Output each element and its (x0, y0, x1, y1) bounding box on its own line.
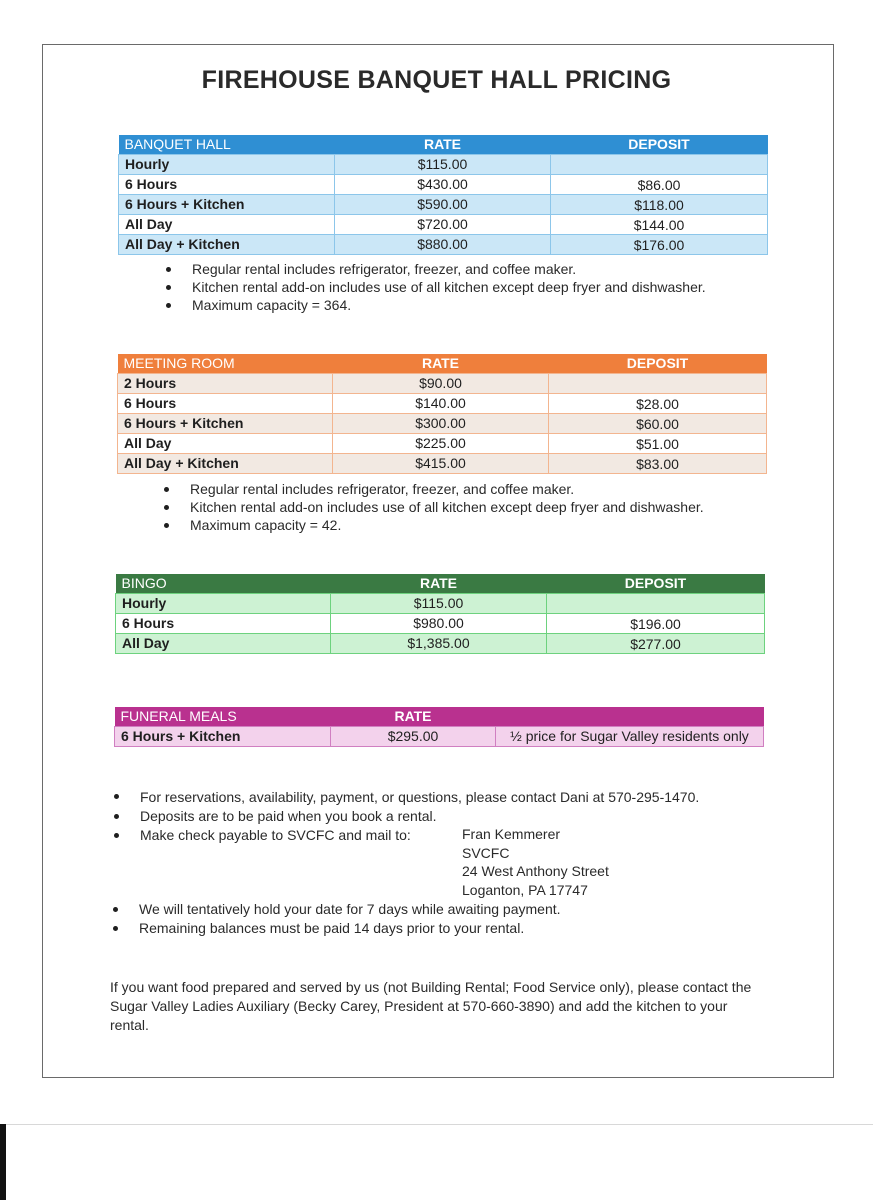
deposit-cell: $51.00 (549, 434, 767, 454)
rate-cell: $980.00 (331, 614, 547, 634)
row-label: 6 Hours + Kitchen (119, 195, 335, 215)
deposit-cell: $277.00 (547, 634, 765, 654)
table-header-row (116, 574, 765, 594)
deposit-cell: $196.00 (547, 614, 765, 634)
table-row (116, 614, 765, 634)
rate-cell: $590.00 (335, 195, 551, 215)
deposit-cell: $144.00 (551, 215, 768, 235)
list-item: Maximum capacity = 364. (166, 296, 786, 314)
deposit-cell: $83.00 (549, 454, 767, 474)
address-line: Fran Kemmerer (462, 826, 561, 842)
deposit-cell: $28.00 (549, 394, 767, 414)
page-title: FIREHOUSE BANQUET HALL PRICING (201, 66, 672, 94)
scan-edge-line (0, 1124, 873, 1125)
row-label: All Day (119, 215, 335, 235)
list-item: Deposits are to be paid when you book a rental. (114, 807, 814, 826)
table-row (118, 434, 767, 454)
rate-cell: $140.00 (333, 394, 549, 414)
deposit-cell (547, 594, 765, 614)
deposit-cell: $60.00 (549, 414, 767, 434)
banquet-notes-list (166, 260, 786, 314)
deposit-cell (549, 374, 767, 394)
deposit-cell: $86.00 (551, 175, 768, 195)
deposit-cell (551, 155, 768, 175)
row-label: 2 Hours (118, 374, 333, 394)
row-label: All Day + Kitchen (118, 454, 333, 474)
row-label: 6 Hours + Kitchen (115, 727, 331, 747)
column-header-category: BANQUET HALL (119, 135, 335, 155)
rate-cell: $225.00 (333, 434, 549, 454)
table-row (119, 155, 768, 175)
deposit-cell: $118.00 (551, 195, 768, 215)
column-header-category: BINGO (116, 574, 331, 594)
rate-cell: $415.00 (333, 454, 549, 474)
table-row (119, 235, 768, 255)
row-label: 6 Hours + Kitchen (118, 414, 333, 434)
column-header-deposit: DEPOSIT (549, 354, 767, 374)
rate-cell: $115.00 (335, 155, 551, 175)
table-row (118, 414, 767, 434)
row-label: Hourly (119, 155, 335, 175)
table-row (116, 594, 765, 614)
rate-cell: $1,385.00 (331, 634, 547, 654)
column-header-rate: RATE (331, 707, 496, 727)
column-header-category: FUNERAL MEALS (115, 707, 331, 727)
column-header-deposit: DEPOSIT (547, 574, 765, 594)
rate-cell: $300.00 (333, 414, 549, 434)
row-label: 6 Hours (118, 394, 333, 414)
address-line: SVCFC (462, 844, 510, 861)
discount-note-cell: ½ price for Sugar Valley residents only (496, 727, 764, 747)
list-item: Maximum capacity = 42. (164, 516, 784, 534)
deposit-cell: $176.00 (551, 235, 768, 255)
rate-cell: $880.00 (335, 235, 551, 255)
column-header-rate: RATE (331, 574, 547, 594)
row-label: All Day (116, 634, 331, 654)
row-label: 6 Hours (119, 175, 335, 195)
row-label: Hourly (116, 594, 331, 614)
table-row (119, 195, 768, 215)
table-row (116, 634, 765, 654)
list-item: Make check payable to SVCFC and mail to: (114, 826, 814, 845)
rate-cell: $720.00 (335, 215, 551, 235)
column-header-rate: RATE (333, 354, 549, 374)
scan-bottom-margin (0, 1124, 873, 1200)
scan-edge-shadow (0, 1124, 6, 1200)
table-header-row (119, 135, 768, 155)
rate-cell: $430.00 (335, 175, 551, 195)
column-header-deposit: DEPOSIT (551, 135, 768, 155)
list-item: Regular rental includes refrigerator, freezer, and coffee maker. (164, 480, 784, 498)
address-line: 24 West Anthony Street (462, 863, 609, 879)
meeting-notes-list (164, 480, 784, 534)
column-header-blank (496, 707, 764, 727)
funeral-meals-table (114, 707, 764, 747)
table-row (118, 454, 767, 474)
list-item: Regular rental includes refrigerator, freezer, and coffee maker. (166, 260, 786, 278)
bingo-table (115, 574, 765, 654)
column-header-category: MEETING ROOM (118, 354, 333, 374)
table-row (119, 175, 768, 195)
table-header-row (115, 707, 764, 727)
table-row (118, 394, 767, 414)
row-label: All Day (118, 434, 333, 454)
rate-cell: $90.00 (333, 374, 549, 394)
table-row (119, 215, 768, 235)
list-item: Remaining balances must be paid 14 days prior to your rental. (113, 919, 813, 938)
food-service-paragraph: If you want food prepared and served by us (not Building Rental; Food Service only), please contact the Sugar Valley Ladies Auxiliary (Becky Carey, President at 570-660-3890) and add the kitchen to your rental. (110, 979, 752, 1033)
mailing-address (462, 825, 609, 899)
list-item: For reservations, availability, payment, or questions, please contact Dani at 570-295-1470. (114, 787, 814, 807)
table-row (118, 374, 767, 394)
list-item: We will tentatively hold your date for 7 days while awaiting payment. (113, 900, 813, 919)
rate-cell: $115.00 (331, 594, 547, 614)
meeting-room-table (117, 354, 767, 474)
row-label: All Day + Kitchen (119, 235, 335, 255)
banquet-hall-table (118, 135, 768, 255)
rate-cell: $295.00 (331, 727, 496, 747)
address-line: Loganton, PA 17747 (462, 881, 588, 898)
row-label: 6 Hours (116, 614, 331, 634)
table-row (115, 727, 764, 747)
table-header-row (118, 354, 767, 374)
list-item: Kitchen rental add-on includes use of all kitchen except deep fryer and dishwasher. (166, 278, 786, 296)
column-header-rate: RATE (335, 135, 551, 155)
closing-notes-list (113, 900, 813, 938)
list-item: Kitchen rental add-on includes use of all kitchen except deep fryer and dishwasher. (164, 498, 784, 516)
